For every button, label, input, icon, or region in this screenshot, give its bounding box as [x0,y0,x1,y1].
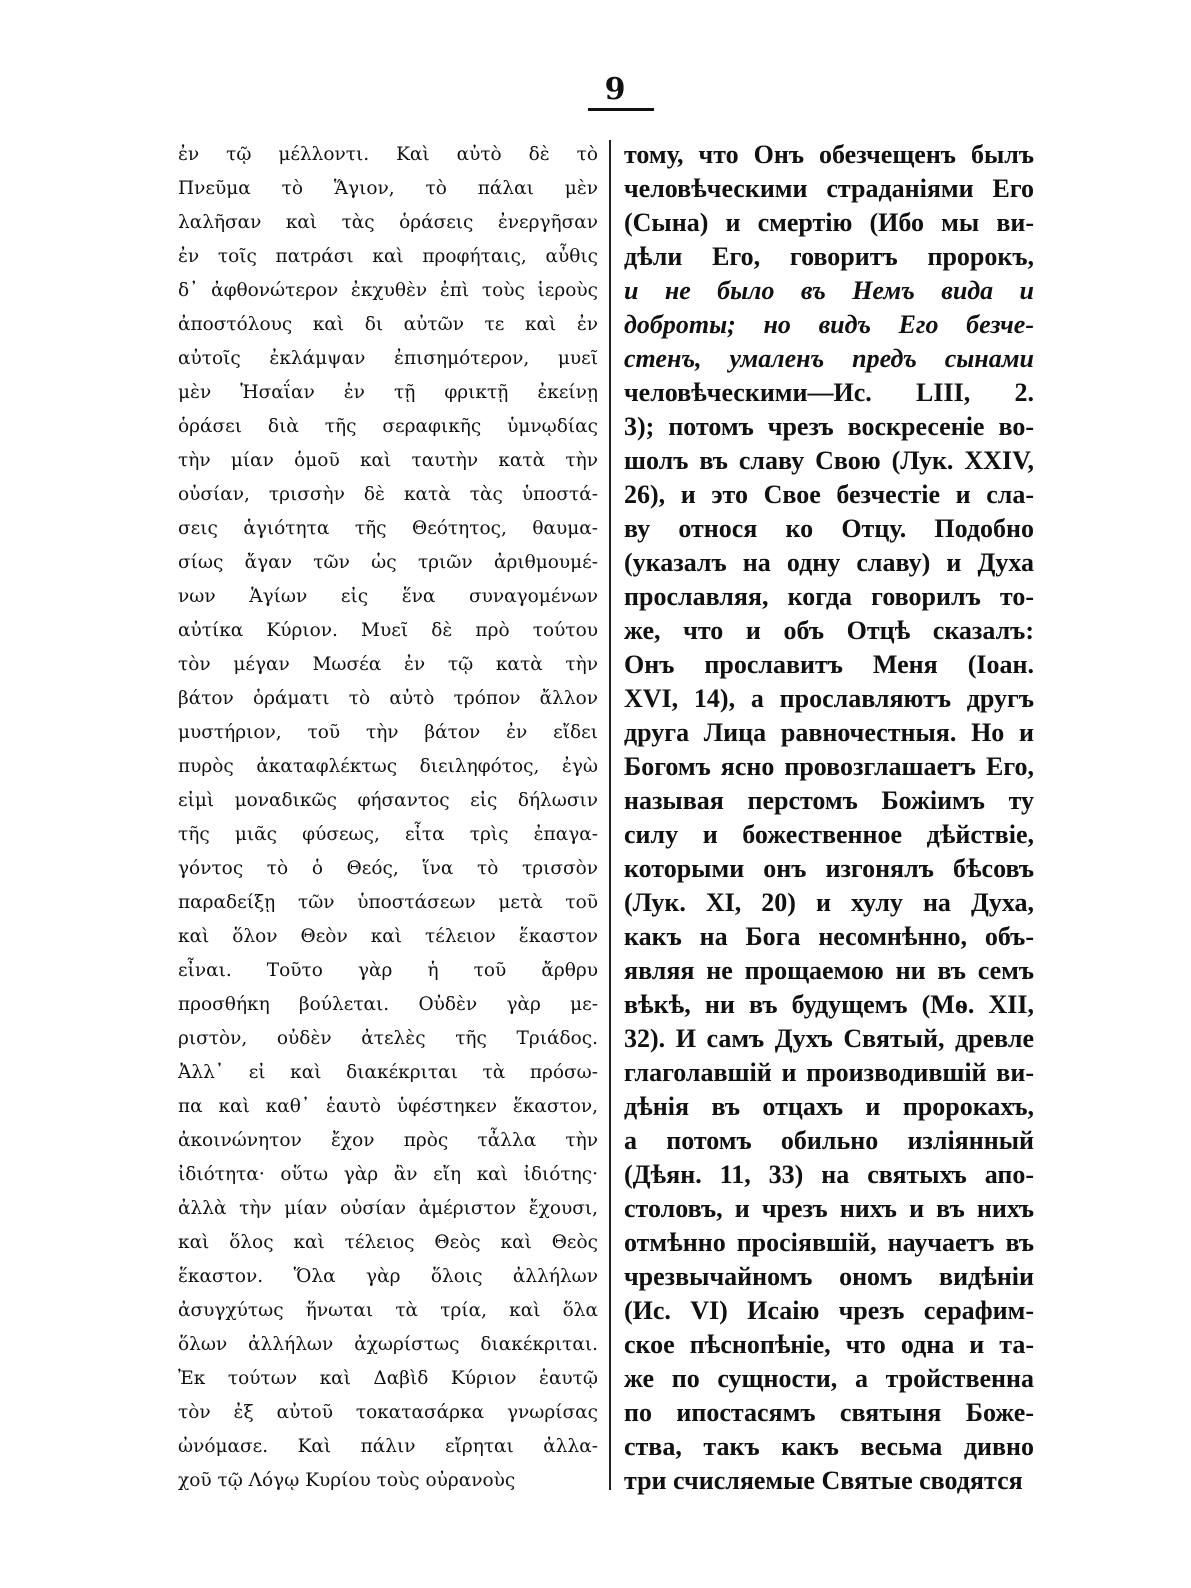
text-line: прославляя, когда говорилъ то- [624,582,1034,611]
text-line: ἰδιότητα· οὕτω γὰρ ἂν εἴη καὶ ἰδιότης· [178,1164,598,1185]
text-line: Ἐκ τούτων καὶ Δαβὶδ Κύριον ἑαυτῷ [178,1368,598,1389]
text-line: ἀποστόλους καὶ δι αὐτῶν τε καὶ ἐν [178,314,598,335]
text-line: вѣкѣ, ни въ будущемъ (Мѳ. XII, [624,990,1034,1019]
text-line: αὐτίκα Κύριον. Μυεῖ δὲ πρὸ τούτου [178,620,598,641]
text-line: же, что и объ Отцѣ сказалъ: [624,616,1034,645]
text-line: человѣческими страданіями Его [624,174,1034,203]
text-line: ское пѣснопѣніе, что одна и та- [624,1330,1034,1359]
column-divider [609,140,611,1490]
text-line: столовъ, и чрезъ нихъ и въ нихъ [624,1194,1034,1223]
text-line: шолъ въ славу Свою (Лук. XXIV, [624,446,1034,475]
text-line: являя не прощаемою ни въ семъ [624,956,1034,985]
text-line: (Лук. XI, 20) и хулу на Духа, [624,888,1034,917]
text-line: человѣческими—Ис. LIII, 2. [624,378,1034,407]
text-line: Πνεῦμα τὸ Ἅγιον, τὸ πάλαι μὲν [178,178,598,199]
text-line: глаголавшій и производившій ви- [624,1058,1034,1087]
text-line: стенъ, умаленъ предъ сынами [624,344,1034,373]
text-line: ριστὸν, οὐδὲν ἀτελὲς τῆς Τριάδος. [178,1028,598,1049]
text-line: чрезвычайномъ ономъ видѣніи [624,1262,1034,1291]
text-line: εἶναι. Τοῦτο γὰρ ἡ τοῦ ἄρθρυ [178,960,598,981]
text-line: λαλῆσαν καὶ τὰς ὁράσεις ἐνεργῆσαν [178,212,598,233]
text-line: называя перстомъ Божіимъ ту [624,786,1034,815]
text-line: ὁράσει διὰ τῆς σεραφικῆς ὑμνῳδίας [178,416,598,437]
text-line: ἀκοινώνητον ἔχον πρὸς τἆλλα τὴν [178,1130,598,1151]
text-line: πυρὸς ἀκαταφλέκτως διειληφότος, ἐγὼ [178,756,598,777]
text-line: отмѣнно просіявшій, научаетъ въ [624,1228,1034,1257]
text-line: 3); потомъ чрезъ воскресеніе во- [624,412,1034,441]
text-line: τὴν μίαν ὁμοῦ καὶ ταυτὴν κατὰ τὴν [178,450,598,471]
text-line: σεις ἁγιότητα τῆς Θεότητος, θαυμα- [178,518,598,539]
text-line: ἀλλὰ τὴν μίαν οὐσίαν ἀμέριστον ἔχουσι, [178,1198,598,1219]
text-line: Ἀλλ᾽ εἰ καὶ διακέκριται τὰ πρόσω- [178,1062,598,1083]
text-line: Онъ прославитъ Меня (Іоан. [624,650,1034,679]
text-line: πα καὶ καθ᾽ ἑαυτὸ ὑφέστηκεν ἕκαστον, [178,1096,598,1117]
text-line: ὅλων ἀλλήλων ἀχωρίστως διακέκριται. [178,1334,598,1355]
text-line: (Сына) и смертію (Ибо мы ви- [624,208,1034,237]
text-line: XVI, 14), а прославляютъ другъ [624,684,1034,713]
text-line: ὠνόμασε. Καὶ πάλιν εἴρηται ἀλλα- [178,1436,598,1457]
text-line: силу и божественное дѣйствіе, [624,820,1034,849]
text-line: βάτον ὁράματι τὸ αὐτὸ τρόπον ἄλλον [178,688,598,709]
text-line: μὲν Ἡσαΐαν ἐν τῇ φρικτῇ ἐκείνῃ [178,382,598,403]
text-line: οὐσίαν, τρισσὴν δὲ κατὰ τὰς ὑποστά- [178,484,598,505]
text-line: (указалъ на одну славу) и Духа [624,548,1034,577]
text-line: ἐν τοῖς πατράσι καὶ προφήταις, αὖθις [178,246,598,267]
text-line: 26), и это Свое безчестіе и сла- [624,480,1034,509]
text-line: 32). И самъ Духъ Святый, древле [624,1024,1034,1053]
text-line: дѣнія въ отцахъ и пророкахъ, [624,1092,1034,1121]
text-line: νων Ἁγίων εἰς ἕνα συναγομένων [178,586,598,607]
text-line: προσθήκη βούλεται. Οὐδὲν γὰρ με- [178,994,598,1015]
text-line: δ᾽ ἀφθονώτερον ἐκχυθὲν ἐπὶ τοὺς ἱεροὺς [178,280,598,301]
text-line: καὶ ὅλον Θεὸν καὶ τέλειον ἕκαστον [178,926,598,947]
text-line: по ипостасямъ святыня Боже- [624,1398,1034,1427]
text-line: друга Лица равночестныя. Но и [624,718,1034,747]
text-line: εἰμὶ μοναδικῶς φήσαντος εἰς δήλωσιν [178,790,598,811]
text-line: дѣли Его, говоритъ пророкъ, [624,242,1034,271]
text-line: γόντος τὸ ὁ Θεός, ἵνα τὸ τρισσὸν [178,858,598,879]
text-line: а потомъ обильно изліянный [624,1126,1034,1155]
page-number: 9 [604,72,626,107]
text-line: ву относя ко Отцу. Подобно [624,514,1034,543]
page-number-rule [588,108,654,111]
text-line: Богомъ ясно провозглашаетъ Его, [624,752,1034,781]
text-line: и не было въ Немъ вида и [624,276,1034,305]
left-column-greek-text [178,138,598,1498]
text-line: τῆς μιᾶς φύσεως, εἶτα τρὶς ἐπαγα- [178,824,598,845]
text-line: μυστήριον, τοῦ τὴν βάτον ἐν εἴδει [178,722,598,743]
text-line: παραδείξῃ τῶν ὑποστάσεων μετὰ τοῦ [178,892,598,913]
text-line: три счисляемые Святые сводятся [624,1466,1023,1495]
text-line: καὶ ὅλος καὶ τέλειος Θεὸς καὶ Θεὸς [178,1232,598,1253]
text-line: τὸν ἐξ αὐτοῦ τοκατασάρκα γνωρίσας [178,1402,598,1423]
text-line: ἐν τῷ μέλλοντι. Καὶ αὐτὸ δὲ τὸ [178,144,598,165]
text-line: σίως ἄγαν τῶν ὡς τριῶν ἀριθμουμέ- [178,552,598,573]
text-line: ства, такъ какъ весьма дивно [624,1432,1034,1461]
text-line: которыми онъ изгонялъ бѣсовъ [624,854,1034,883]
text-line: (Дѣян. 11, 33) на святыхъ апо- [624,1160,1034,1189]
right-column-russian-text [624,138,1034,1498]
text-line: доброты; но видъ Его безче- [624,310,1034,339]
text-line: (Ис. VI) Исаію чрезъ серафим- [624,1296,1034,1325]
text-line: же по сущности, а тройственна [624,1364,1034,1393]
text-line: τὸν μέγαν Μωσέα ἐν τῷ κατὰ τὴν [178,654,598,675]
text-line: тому, что Онъ обезчещенъ былъ [624,140,1034,169]
text-line: χοῦ τῷ Λόγῳ Κυρίου τοὺς οὐρανοὺς [178,1470,516,1491]
text-line: ἀσυγχύτως ἥνωται τὰ τρία, καὶ ὅλα [178,1300,598,1321]
text-line: какъ на Бога несомнѣнно, объ- [624,922,1034,951]
text-line: αὐτοῖς ἐκλάμψαν ἐπισημότερον, μυεῖ [178,348,598,369]
text-line: ἕκαστον. Ὅλα γὰρ ὅλοις ἀλλήλων [178,1266,598,1287]
